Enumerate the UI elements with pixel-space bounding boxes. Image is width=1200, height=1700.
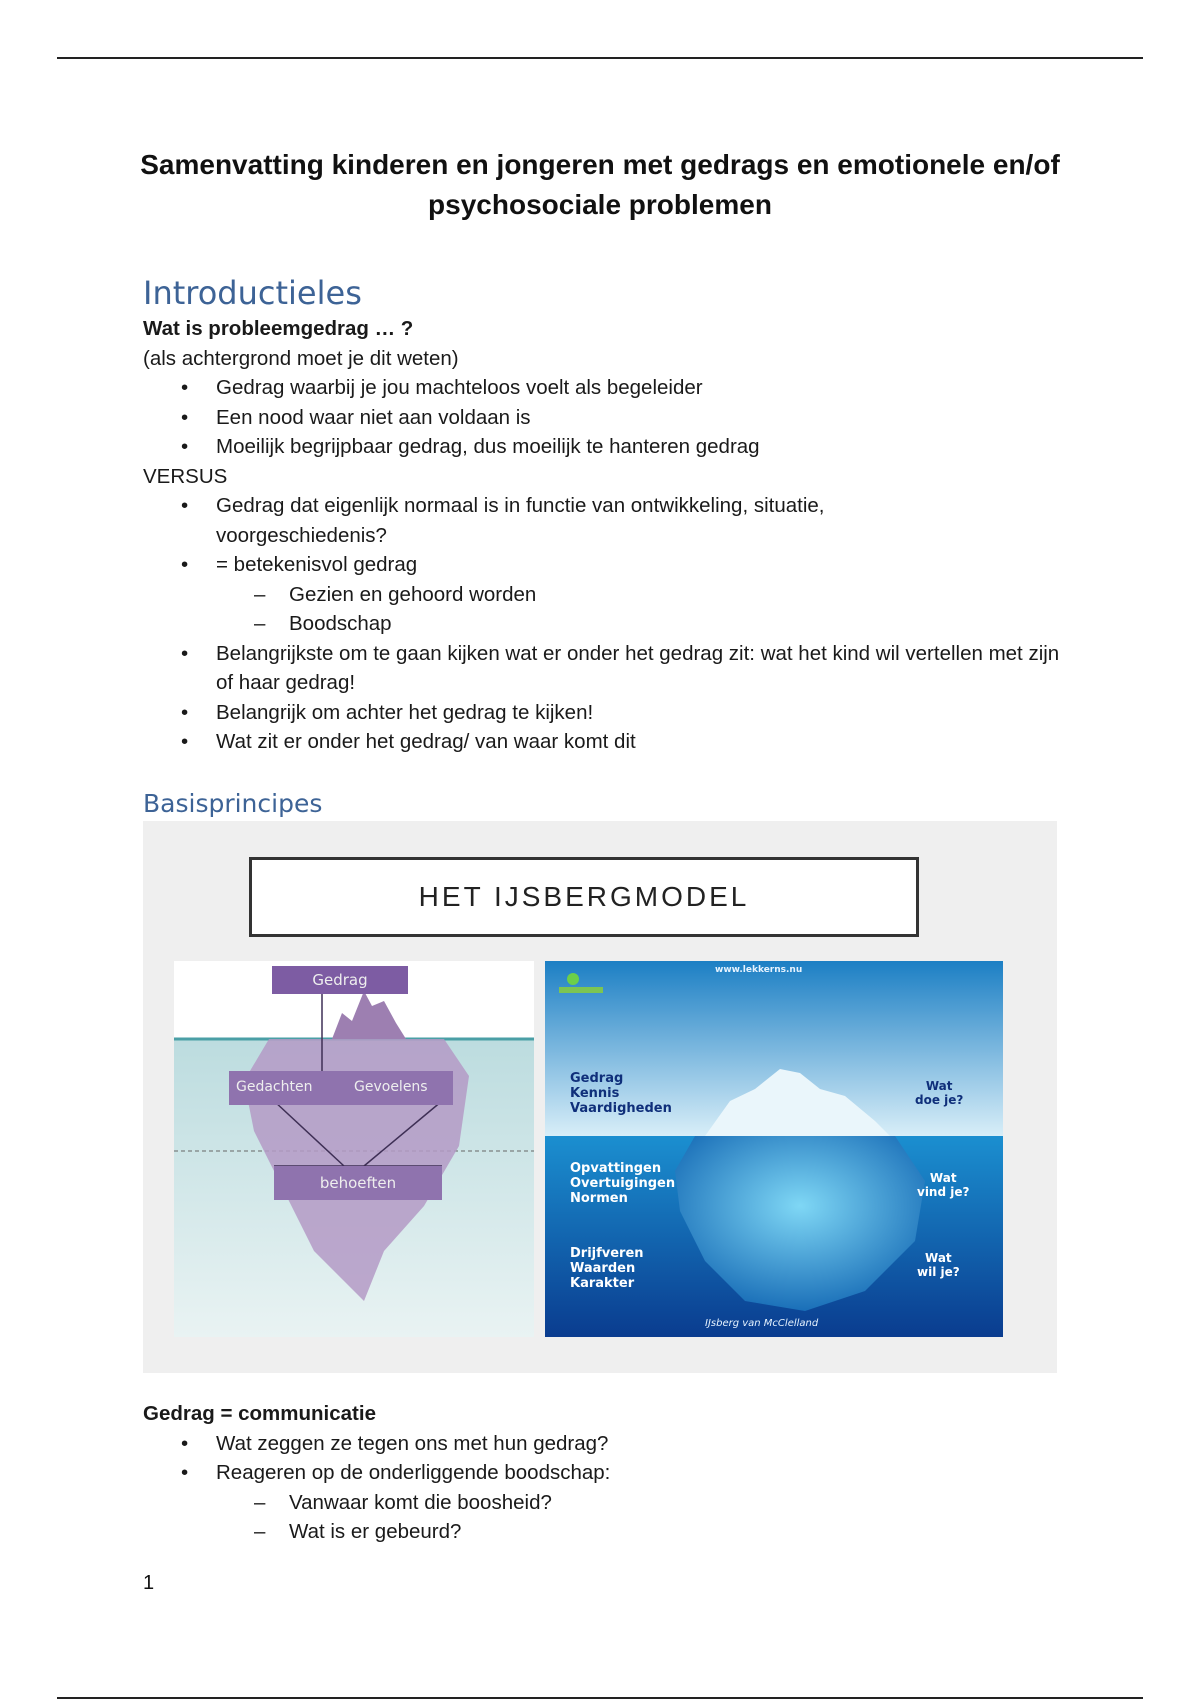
q2-line1: Wat <box>929 1171 957 1185</box>
list-item: • Gedrag waarbij je jou machteloos voelt als begeleider <box>143 373 1073 403</box>
heading-basisprincipes: Basisprincipes <box>143 789 323 818</box>
iceberg-photo-right <box>545 961 1003 1337</box>
q3-line1: Wat <box>925 1251 952 1265</box>
iceberg-figure <box>143 821 1057 1373</box>
label-overtuigingen: Overtuigingen <box>570 1176 676 1191</box>
sub-list-item: – Gezien en gehoord worden <box>216 580 1073 610</box>
label-opvattingen: Opvattingen <box>570 1161 662 1176</box>
label-gedrag-right: Gedrag <box>570 1071 624 1086</box>
iceberg-left-illustration <box>174 961 534 1337</box>
list-item: • Wat zeggen ze tegen ons met hun gedrag? <box>143 1429 1073 1459</box>
label-kennis: Kennis <box>570 1086 620 1101</box>
label-vaardigheden: Vaardigheden <box>570 1101 672 1116</box>
list-item: • Wat zit er onder het gedrag/ van waar komt dit <box>143 727 1073 757</box>
heading-introductieles: Introductieles <box>143 274 362 312</box>
sub-list <box>143 580 1073 639</box>
bullet-list-a <box>143 373 1073 462</box>
q2-line2: vind je? <box>917 1185 970 1199</box>
list-item <box>143 1458 1073 1547</box>
list-item <box>143 550 1073 639</box>
iceberg-diagram-left <box>174 961 534 1337</box>
group-drijfveren <box>570 1246 644 1291</box>
question-doe <box>915 1079 963 1107</box>
list-item-text: • = betekenisvol gedrag <box>216 553 418 576</box>
intro-note: (als achtergrond moet je dit weten) <box>143 346 459 370</box>
list-item: • Moeilijk begrijpbaar gedrag, dus moeilijk te hanteren gedrag <box>143 432 1073 462</box>
site-url: www.lekkerns.nu <box>715 965 803 975</box>
intro-section <box>143 314 1073 757</box>
top-rule <box>57 57 1143 59</box>
communication-heading: Gedrag = communicatie <box>143 1402 376 1425</box>
list-item: • Een nood waar niet aan voldaan is <box>143 403 1073 433</box>
label-drijfveren: Drijfveren <box>570 1246 644 1261</box>
bottom-rule <box>57 1697 1143 1699</box>
label-waarden: Waarden <box>570 1261 636 1276</box>
q1-line1: Wat <box>925 1079 953 1093</box>
image-caption: IJsberg van McClelland <box>705 1318 819 1329</box>
intro-question: Wat is probleemgedrag … ? <box>143 317 414 340</box>
label-gedrag: Gedrag <box>312 971 368 989</box>
sub-list-item: – Vanwaar komt die boosheid? <box>216 1488 1073 1518</box>
list-item: • Belangrijk om achter het gedrag te kijken! <box>143 698 1073 728</box>
group-gedrag <box>570 1071 672 1116</box>
list-item: • Belangrijkste om te gaan kijken wat er onder het gedrag zit: wat het kind wil vertellen met zijn of haar gedrag! <box>143 639 1073 698</box>
bullet-list-b <box>143 491 1073 757</box>
q1-line2: doe je? <box>915 1093 964 1107</box>
document-title: Samenvatting kinderen en jongeren met gedrags en emotionele en/of psychosociale problemen <box>140 149 1060 220</box>
label-normen: Normen <box>570 1191 628 1206</box>
q3-line2: wil je? <box>917 1265 960 1279</box>
sub-list-item: – Wat is er gebeurd? <box>216 1517 1073 1547</box>
group-opvattingen <box>570 1161 675 1206</box>
communication-section <box>143 1399 1073 1547</box>
label-karakter: Karakter <box>570 1276 635 1291</box>
question-wil <box>917 1251 960 1279</box>
bullet-list-communication <box>143 1429 1073 1547</box>
label-gevoelens: Gevoelens <box>354 1079 428 1095</box>
figure-title: HET IJSBERGMODEL <box>249 857 919 937</box>
list-item: • Gedrag dat eigenlijk normaal is in functie van ontwikkeling, situatie, voorgeschiedenis? <box>143 491 1073 550</box>
sub-list-item: – Boodschap <box>216 609 1073 639</box>
list-item-text: • Reageren op de onderliggende boodschap: <box>216 1461 611 1484</box>
label-gedachten: Gedachten <box>236 1079 313 1095</box>
sub-list <box>143 1488 1073 1547</box>
page-number: 1 <box>143 1572 155 1594</box>
question-vind <box>917 1171 969 1199</box>
label-behoeften: behoeften <box>319 1174 397 1192</box>
versus-label: VERSUS <box>143 464 228 488</box>
